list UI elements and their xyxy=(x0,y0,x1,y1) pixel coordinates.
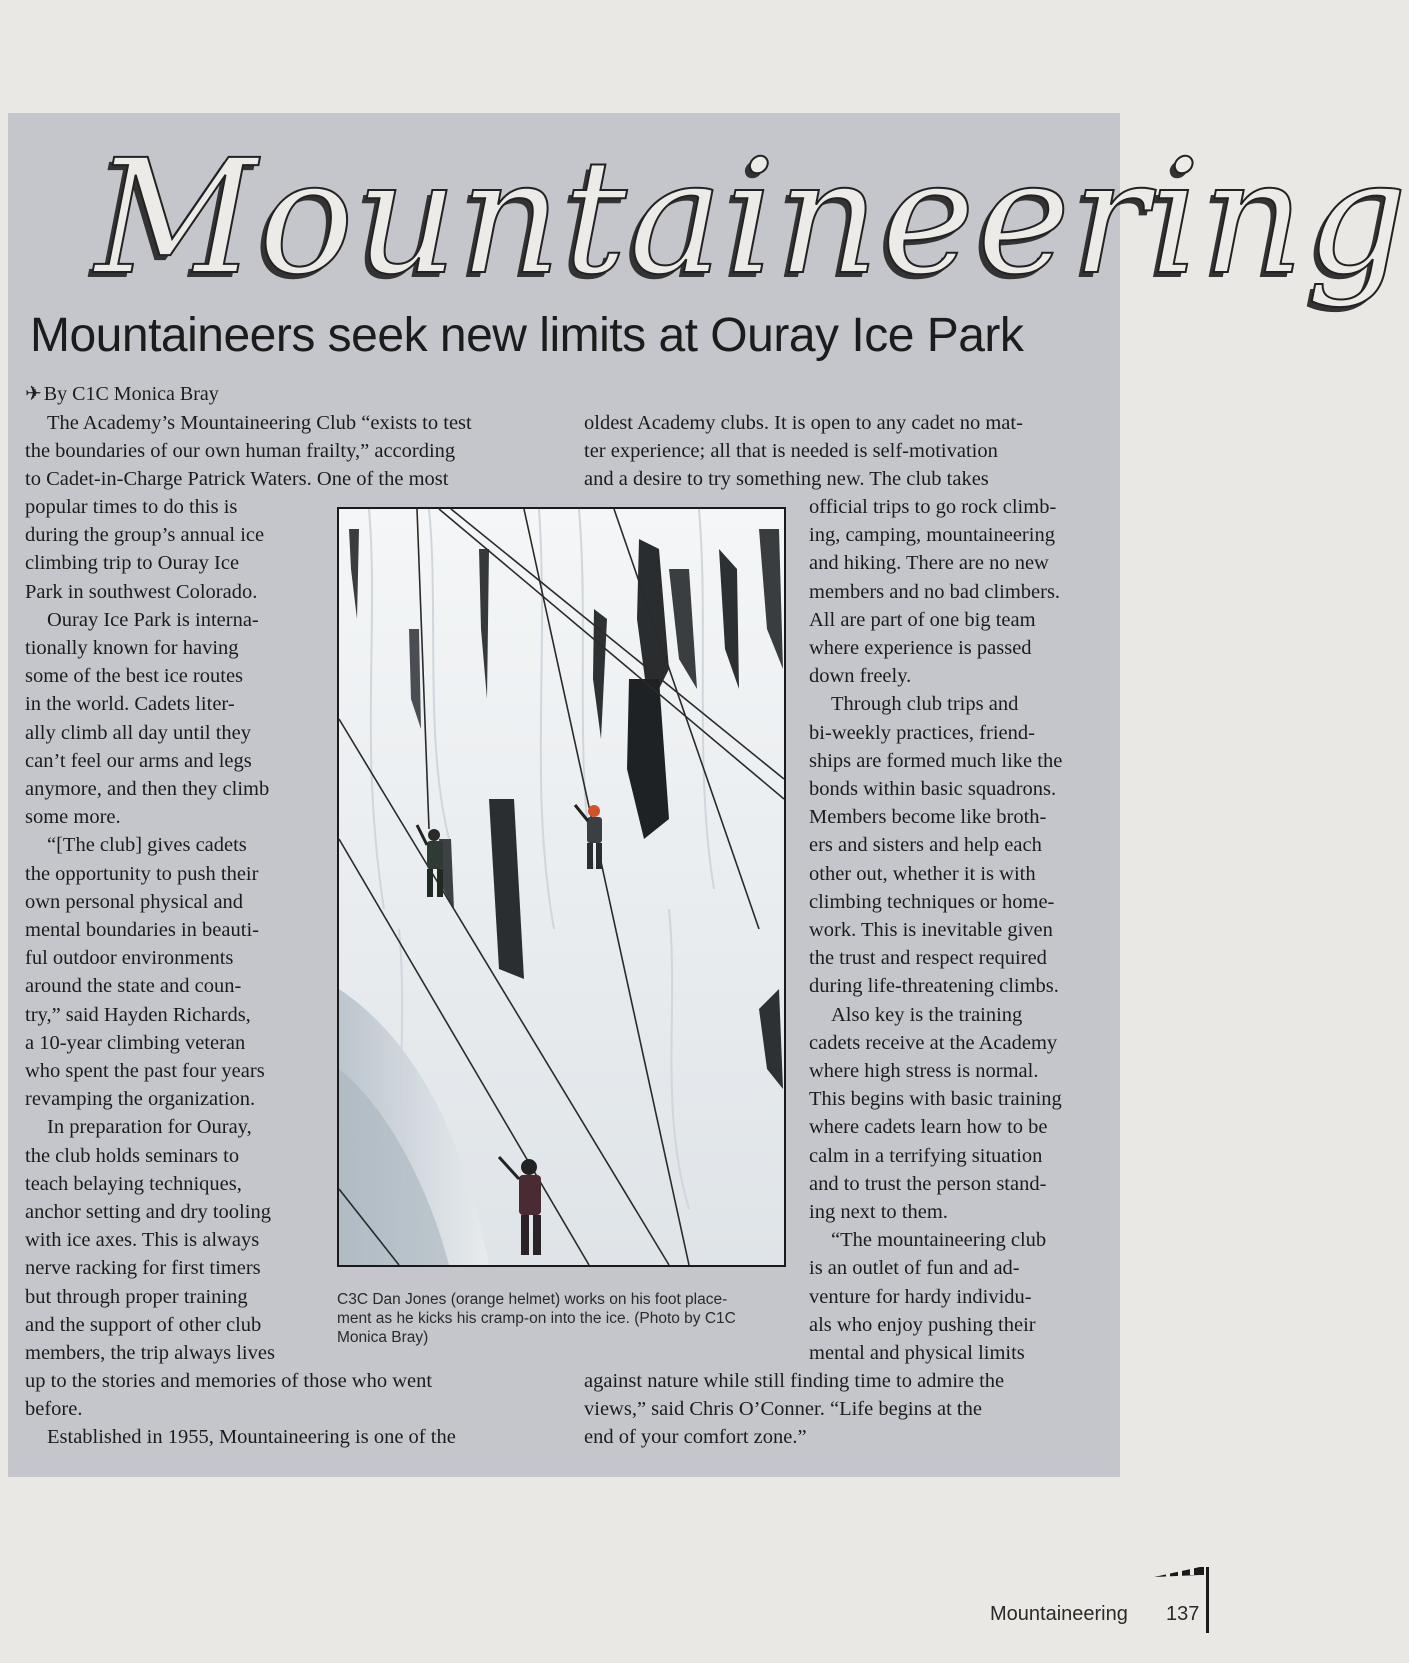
text-line: Through club trips and xyxy=(831,693,1019,716)
caption-line: ment as he kicks his cramp-on into the ice. (Photo by C1C xyxy=(337,1310,736,1327)
text-line: Park in southwest Colorado. xyxy=(25,580,258,603)
windsock-icon xyxy=(1152,1563,1208,1581)
text-line: All are part of one big team xyxy=(809,608,1036,631)
column-2-top xyxy=(584,409,1104,494)
text-line: to Cadet-in-Charge Patrick Waters. One of the most xyxy=(25,468,449,491)
page-edge-bar xyxy=(1206,1567,1209,1633)
text-line: This begins with basic training xyxy=(809,1088,1062,1111)
footer-section-label: Mountaineering xyxy=(990,1603,1128,1625)
text-line: and a desire to try something new. The club takes xyxy=(584,468,989,491)
text-line: bonds within basic squadrons. xyxy=(809,778,1057,801)
text-line: some of the best ice routes xyxy=(25,665,244,688)
text-line: ter experience; all that is needed is self-motivation xyxy=(584,440,998,463)
text-line: can’t feel our arms and legs xyxy=(25,749,252,772)
text-line: als who enjoy pushing their xyxy=(809,1313,1036,1336)
text-line: ally climb all day until they xyxy=(25,721,252,744)
text-line: other out, whether it is with xyxy=(809,862,1036,885)
page-number: 137 xyxy=(1166,1603,1200,1625)
text-line: revamping the organization. xyxy=(25,1088,256,1111)
text-line: the boundaries of our own human frailty,” according xyxy=(25,440,456,463)
text-line: and to trust the person stand- xyxy=(809,1172,1047,1195)
column-1-top xyxy=(25,409,545,494)
airplane-icon: ✈ xyxy=(25,383,42,405)
text-line: during the group’s annual ice xyxy=(25,524,265,547)
text-line: end of your comfort zone.” xyxy=(584,1426,807,1449)
text-line: is an outlet of fun and ad- xyxy=(809,1257,1020,1280)
text-line: the club holds seminars to xyxy=(25,1144,240,1167)
text-line: with ice axes. This is always xyxy=(25,1229,260,1252)
text-line: nerve racking for first timers xyxy=(25,1257,261,1280)
text-line: climbing techniques or home- xyxy=(809,890,1055,913)
text-line: down freely. xyxy=(809,665,912,688)
text-line: where experience is passed xyxy=(809,637,1032,660)
text-line: during life-threatening climbs. xyxy=(809,975,1059,998)
text-line: mental boundaries in beauti- xyxy=(25,919,259,942)
text-line: mental and physical limits xyxy=(809,1342,1025,1365)
text-line: views,” said Chris O’Conner. “Life begins at the xyxy=(584,1398,982,1421)
column-2-bottom xyxy=(584,1367,1104,1452)
byline xyxy=(25,381,219,406)
text-line: Members become like broth- xyxy=(809,806,1047,829)
text-line: Established in 1955, Mountaineering is one of the xyxy=(47,1426,456,1449)
text-line: members, the trip always lives xyxy=(25,1342,275,1365)
section-title-script: Mountaineering xyxy=(95,126,1409,310)
text-line: cadets receive at the Academy xyxy=(809,1031,1058,1054)
text-line: Ouray Ice Park is interna- xyxy=(47,608,259,631)
text-line: ing, camping, mountaineering xyxy=(809,524,1055,547)
text-line: ful outdoor environments xyxy=(25,947,234,970)
text-line: teach belaying techniques, xyxy=(25,1172,242,1195)
ice-climbing-photo xyxy=(337,507,786,1267)
text-line: popular times to do this is xyxy=(25,496,238,518)
text-line: in the world. Cadets liter- xyxy=(25,693,235,716)
text-line: around the state and coun- xyxy=(25,975,242,998)
text-line: venture for hardy individu- xyxy=(809,1285,1032,1308)
text-line: climbing trip to Ouray Ice xyxy=(25,552,240,575)
ice-wall-illustration xyxy=(339,509,784,1265)
text-line: a 10-year climbing veteran xyxy=(25,1031,246,1054)
text-line: up to the stories and memories of those who went xyxy=(25,1370,433,1392)
text-line: and the support of other club xyxy=(25,1313,262,1336)
article-headline: Mountaineers seek new limits at Ouray Ice Park xyxy=(30,309,1024,362)
text-line: the trust and respect required xyxy=(809,947,1047,970)
text-line: “[The club] gives cadets xyxy=(47,834,247,857)
text-line: The Academy’s Mountaineering Club “exists to test xyxy=(47,412,472,434)
text-line: before. xyxy=(25,1398,83,1421)
photo-caption xyxy=(337,1290,777,1347)
byline-text: By C1C Monica Bray xyxy=(43,383,219,405)
text-line: anymore, and then they climb xyxy=(25,778,270,801)
column-1-narrow xyxy=(25,493,325,1367)
text-line: oldest Academy clubs. It is open to any cadet no mat- xyxy=(584,412,1023,434)
text-line: tionally known for having xyxy=(25,637,239,660)
text-line: but through proper training xyxy=(25,1285,248,1308)
text-line: the opportunity to push their xyxy=(25,862,259,885)
text-line: In preparation for Ouray, xyxy=(47,1116,252,1139)
text-line: members and no bad climbers. xyxy=(809,580,1061,603)
text-line: try,” said Hayden Richards, xyxy=(25,1003,251,1026)
text-line: against nature while still finding time to admire the xyxy=(584,1370,1005,1392)
text-line: official trips to go rock climb- xyxy=(809,496,1057,518)
column-1-bottom xyxy=(25,1367,545,1452)
text-line: ers and sisters and help each xyxy=(809,834,1042,857)
text-line: work. This is inevitable given xyxy=(809,919,1053,942)
text-line: Also key is the training xyxy=(831,1003,1023,1026)
text-line: where high stress is normal. xyxy=(809,1060,1039,1083)
text-line: anchor setting and dry tooling xyxy=(25,1201,271,1224)
text-line: where cadets learn how to be xyxy=(809,1116,1048,1139)
text-line: calm in a terrifying situation xyxy=(809,1144,1043,1167)
text-line: who spent the past four years xyxy=(25,1060,265,1083)
caption-line: C3C Dan Jones (orange helmet) works on his foot place- xyxy=(337,1291,728,1308)
text-line: own personal physical and xyxy=(25,890,244,913)
column-2-narrow xyxy=(809,493,1109,1367)
text-line: some more. xyxy=(25,806,121,829)
text-line: bi-weekly practices, friend- xyxy=(809,721,1035,744)
text-line: and hiking. There are no new xyxy=(809,552,1049,575)
text-line: ing next to them. xyxy=(809,1201,948,1224)
text-line: “The mountaineering club xyxy=(831,1229,1047,1252)
text-line: ships are formed much like the xyxy=(809,749,1063,772)
caption-line: Monica Bray) xyxy=(337,1329,429,1346)
